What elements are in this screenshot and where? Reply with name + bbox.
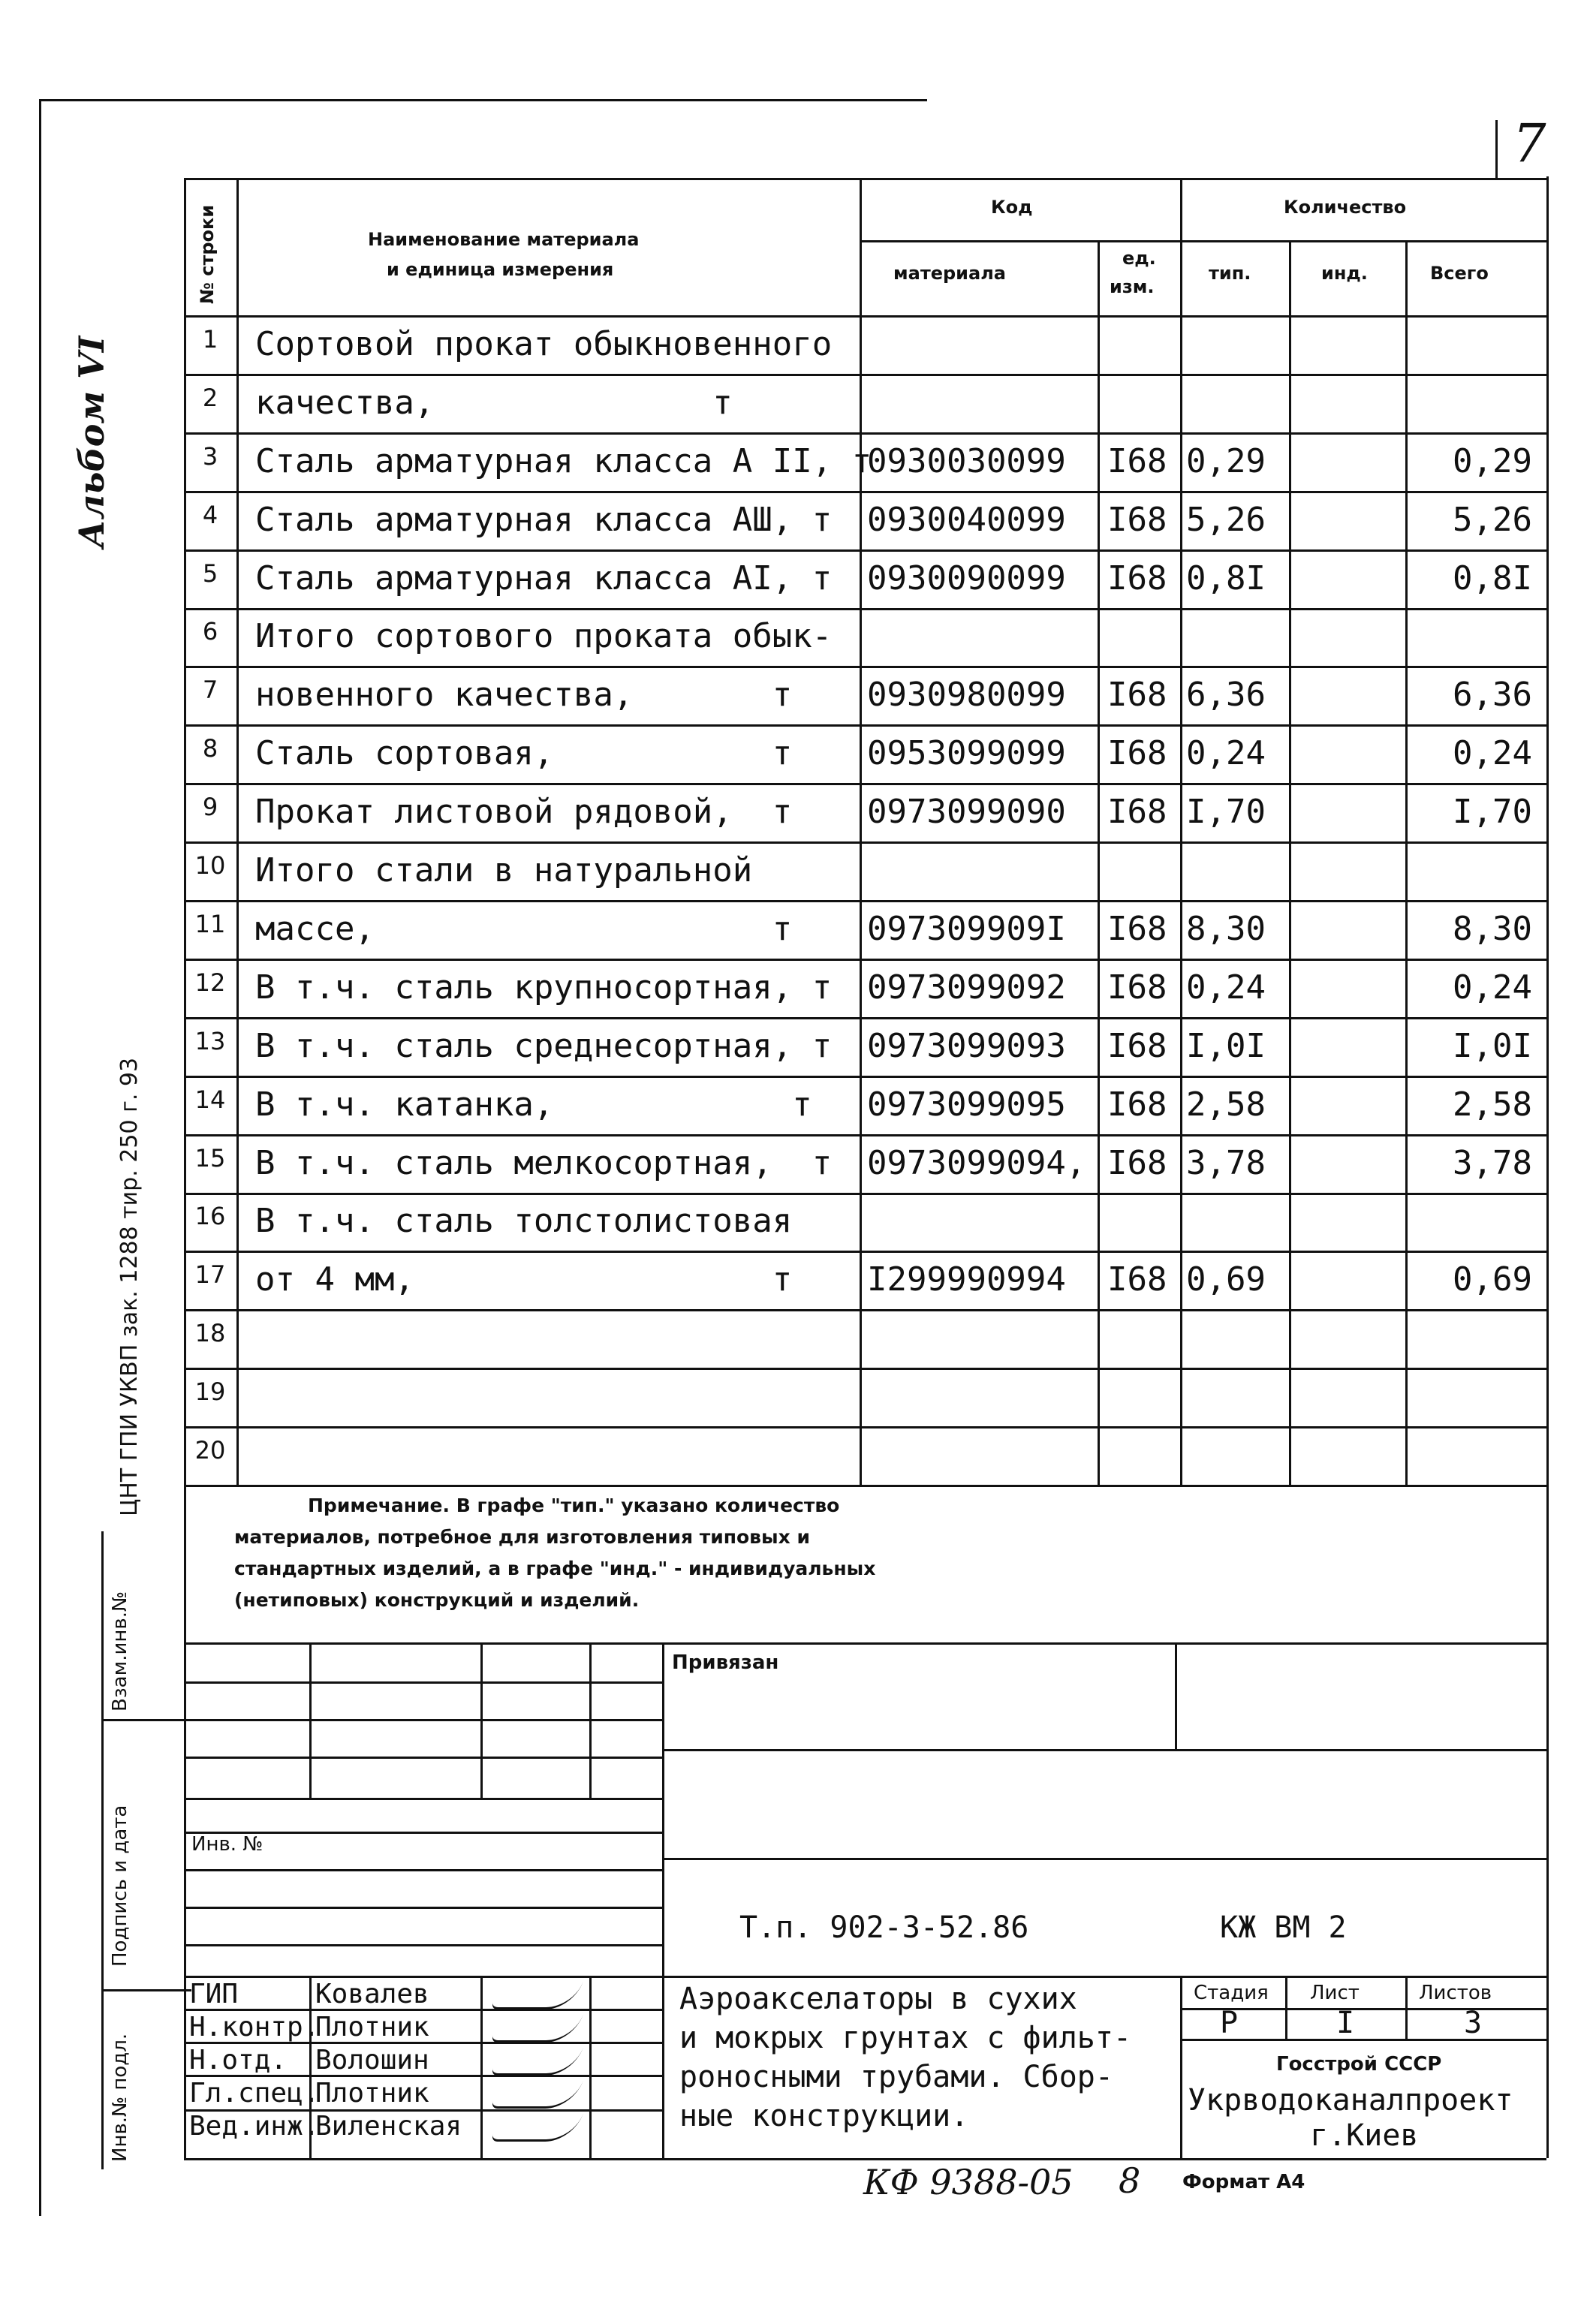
qty-total: 5,26	[1453, 501, 1532, 539]
material-name: В т.ч. катанка, т	[255, 1085, 812, 1124]
material-name: Сортовой прокат обыкновенного	[255, 325, 833, 363]
unit-code: I68	[1107, 793, 1167, 831]
footer-format: Формат А4	[1182, 2171, 1305, 2193]
row-number: 14	[194, 1085, 226, 1114]
signer-name: Плотник	[315, 2078, 429, 2109]
unit-code: I68	[1107, 676, 1167, 714]
registry-label: ЦНТ ГПИ УКВП зак. 1288 тир. 250 г. 93	[116, 1057, 143, 1516]
row-line	[184, 841, 1546, 844]
signer-name: Плотник	[315, 2012, 429, 2043]
header-material: материала	[893, 263, 1006, 284]
unit-code: I68	[1107, 1085, 1167, 1124]
top-frame-line	[41, 99, 927, 101]
material-name: Сталь арматурная класса АI, т	[255, 559, 833, 598]
sheet-code: КЖ ВМ 2	[1220, 1910, 1347, 1945]
signer-name: Ковалев	[315, 1979, 429, 2009]
header-row-no: № строки	[197, 204, 218, 304]
col-total-line	[1405, 240, 1408, 1485]
header-ind: инд.	[1321, 263, 1368, 284]
material-code: 0930090099	[867, 559, 1066, 598]
row-number: 17	[194, 1260, 226, 1289]
material-code: I299990994	[867, 1260, 1066, 1299]
header-code: Код	[991, 197, 1033, 218]
qty-total: 0,8I	[1453, 559, 1532, 598]
unit-code: I68	[1107, 1144, 1167, 1182]
doc-code: Т.п. 902-3-52.86	[739, 1910, 1029, 1945]
row-number: 1	[202, 325, 218, 354]
header-quantity: Количество	[1284, 197, 1407, 218]
stage-col-1	[1285, 1976, 1287, 2039]
title-line-2: и мокрых грунтах с фильт-	[679, 2021, 1132, 2055]
page-number-tick	[1495, 120, 1498, 180]
material-code: 0973099094,	[867, 1144, 1086, 1182]
row-number: 13	[194, 1027, 226, 1055]
material-name: Сталь арматурная класса АШ, т	[255, 501, 833, 539]
row-line	[184, 1368, 1546, 1370]
row-number: 20	[194, 1436, 226, 1465]
qty-typ: 0,29	[1186, 442, 1266, 480]
signer-role: Вед.инж.	[189, 2111, 320, 2142]
row-number: 2	[202, 384, 218, 412]
row-line	[184, 1017, 1546, 1019]
qty-typ: I,70	[1186, 793, 1266, 831]
row-line	[184, 724, 1546, 727]
stamp-top-line	[184, 1642, 1546, 1645]
material-name: Сталь сортовая, т	[255, 734, 793, 772]
material-name: массе, т	[255, 910, 793, 948]
footer-kf-code: КФ 9388-05	[863, 2162, 1074, 2202]
qty-total: 0,24	[1453, 734, 1532, 772]
stamp-col-4	[662, 1642, 664, 2158]
qty-typ: 0,69	[1186, 1260, 1266, 1299]
podpis-data-label: Подпись и дата	[109, 1805, 131, 1967]
header-unit-2: изм.	[1110, 276, 1155, 297]
col-ind-line	[1289, 240, 1291, 1485]
row-line	[184, 491, 1546, 493]
stage-col-2	[1405, 1976, 1408, 2039]
qty-total: 8,30	[1453, 910, 1532, 948]
row-number: 10	[194, 851, 226, 880]
note-line-4: (нетиповых) конструкций и изделий.	[234, 1589, 640, 1611]
unit-code: I68	[1107, 1027, 1167, 1065]
stamp-col-1	[309, 1642, 312, 1800]
sheet-label: Лист	[1310, 1982, 1360, 2004]
material-name: Итого стали в натуральной	[255, 851, 753, 890]
stamp-grid-h4	[184, 1798, 662, 1800]
stamp-col-2	[480, 1642, 483, 1800]
row-line	[184, 374, 1546, 376]
header-sub-line	[860, 240, 1546, 242]
stamp-col-3	[589, 1642, 592, 1800]
qty-typ: 2,58	[1186, 1085, 1266, 1124]
header-total: Всего	[1430, 263, 1489, 284]
qty-total: 3,78	[1453, 1144, 1532, 1182]
title-line-1: Аэроакселаторы в сухих	[679, 1982, 1077, 2016]
row-number: 19	[194, 1377, 226, 1406]
stage-label: Стадия	[1194, 1982, 1269, 2004]
note-line-3: стандартных изделий, а в графе "инд." - индивидуальных	[234, 1558, 876, 1579]
unit-code: I68	[1107, 442, 1167, 480]
row-number: 18	[194, 1319, 226, 1347]
header-typ: тип.	[1209, 263, 1251, 284]
material-name: Итого сортового проката обык-	[255, 617, 833, 655]
title-line-4: ные конструкции.	[679, 2099, 969, 2133]
people-col-3	[589, 1976, 592, 2158]
signer-role: Гл.спец.	[189, 2078, 320, 2109]
qty-total: 0,69	[1453, 1260, 1532, 1299]
note-line-1: Примечание. В графе "тип." указано количество	[308, 1495, 840, 1516]
row-line	[184, 549, 1546, 552]
stamp-left-line	[184, 1485, 186, 2160]
unit-code: I68	[1107, 734, 1167, 772]
stamp-bottom-line	[184, 2158, 1546, 2160]
row-line	[184, 608, 1546, 610]
material-code: 0953099099	[867, 734, 1066, 772]
org-line-2: Укрводоканалпроект	[1188, 2083, 1513, 2118]
signer-role: Н.контр.	[189, 2012, 320, 2043]
people-col-2	[480, 1976, 483, 2158]
side-divider-2	[101, 1989, 191, 1991]
signature-scribble	[490, 1982, 583, 2009]
material-code: 0930980099	[867, 676, 1066, 714]
header-unit-1: ед.	[1122, 248, 1156, 269]
row-line	[184, 1193, 1546, 1195]
material-name: качества, т	[255, 384, 733, 422]
qty-total: I,0I	[1453, 1027, 1532, 1065]
row-line	[184, 783, 1546, 785]
qty-typ: 3,78	[1186, 1144, 1266, 1182]
material-name: Прокат листовой рядовой, т	[255, 793, 793, 831]
qty-total: I,70	[1453, 793, 1532, 831]
signature-scribble	[490, 2081, 583, 2109]
material-code: 097309909I	[867, 910, 1066, 948]
table-top-line	[184, 178, 1546, 180]
row-number: 15	[194, 1144, 226, 1173]
material-name: В т.ч. сталь крупносортная, т	[255, 968, 833, 1007]
signature-scribble	[490, 2015, 583, 2043]
side-strip-line	[101, 1531, 104, 2169]
note-line-2: материалов, потребное для изготовления типовых и	[234, 1526, 810, 1548]
signer-name: Виленская	[315, 2111, 462, 2142]
row-line	[184, 1134, 1546, 1136]
material-code: 0973099092	[867, 968, 1066, 1007]
unit-code: I68	[1107, 1260, 1167, 1299]
qty-total: 2,58	[1453, 1085, 1532, 1124]
right-frame-line	[1546, 176, 1549, 2158]
sheets-label: Листов	[1419, 1982, 1492, 2004]
org-line-1: Госстрой СССР	[1276, 2053, 1442, 2076]
material-code: 0973099093	[867, 1027, 1066, 1065]
stamp-grid-h8	[184, 1944, 662, 1946]
material-code: 0930040099	[867, 501, 1066, 539]
qty-typ: I,0I	[1186, 1027, 1266, 1065]
stamp-privyazan-right	[1175, 1642, 1177, 1749]
qty-total: 0,24	[1453, 968, 1532, 1007]
signer-role: Н.отд.	[189, 2045, 288, 2076]
qty-typ: 0,24	[1186, 968, 1266, 1007]
qty-typ: 5,26	[1186, 501, 1266, 539]
unit-code: I68	[1107, 968, 1167, 1007]
stage-value: Р	[1220, 2006, 1239, 2040]
privyazan-label: Привязан	[672, 1651, 779, 1674]
signer-role: ГИП	[189, 1979, 239, 2009]
header-name-line1: Наименование материала	[368, 229, 640, 250]
qty-typ: 0,24	[1186, 734, 1266, 772]
inv-no-label: Инв. №	[191, 1833, 263, 1856]
row-line	[184, 666, 1546, 668]
stamp-grid-h7	[184, 1907, 662, 1909]
material-name: от 4 мм, т	[255, 1260, 793, 1299]
page-number: 7	[1513, 113, 1546, 174]
org-line-3: г.Киев	[1310, 2118, 1419, 2153]
row-number: 7	[202, 676, 218, 704]
footer-number: 8	[1119, 2160, 1141, 2201]
stamp-grid-h2	[184, 1719, 662, 1721]
qty-typ: 0,8I	[1186, 559, 1266, 598]
unit-code: I68	[1107, 559, 1167, 598]
title-line-3: роносными трубами. Сбор-	[679, 2060, 1113, 2094]
row-line	[184, 1076, 1546, 1078]
row-line	[184, 1309, 1546, 1311]
row-number: 6	[202, 617, 218, 646]
unit-code: I68	[1107, 501, 1167, 539]
col-unit-line	[1098, 240, 1100, 1485]
signer-name: Волошин	[315, 2045, 429, 2076]
material-name: В т.ч. сталь мелкосортная, т	[255, 1144, 833, 1182]
album-label: Альбом VI	[71, 336, 112, 548]
row-number: 12	[194, 968, 226, 997]
material-name: В т.ч. сталь толстолистовая	[255, 1202, 793, 1240]
sheets-value: 3	[1464, 2006, 1483, 2040]
row-line	[184, 959, 1546, 961]
row-line	[184, 432, 1546, 435]
stamp-privyazan-line	[662, 1749, 1546, 1751]
qty-typ: 6,36	[1186, 676, 1266, 714]
side-divider-1	[101, 1719, 191, 1721]
material-name: Сталь арматурная класса А II, т	[255, 442, 872, 480]
stamp-grid-h6	[184, 1869, 662, 1871]
row-line	[184, 900, 1546, 902]
material-code: 0973099095	[867, 1085, 1066, 1124]
row-number: 9	[202, 793, 218, 821]
signature-scribble	[490, 2048, 583, 2076]
qty-total: 6,36	[1453, 676, 1532, 714]
row-number: 11	[194, 910, 226, 938]
row-number: 16	[194, 1202, 226, 1230]
row-number: 8	[202, 734, 218, 763]
signature-scribble	[490, 2114, 583, 2142]
row-number: 4	[202, 501, 218, 529]
row-number: 5	[202, 559, 218, 588]
material-name: новенного качества, т	[255, 676, 793, 714]
material-name: В т.ч. сталь среднесортная, т	[255, 1027, 833, 1065]
material-code: 0930030099	[867, 442, 1066, 480]
row-line	[184, 1426, 1546, 1428]
stamp-grid-h3	[184, 1757, 662, 1759]
inv-podl-label: Инв.№ подл.	[109, 2033, 131, 2162]
sheet-value: I	[1336, 2006, 1355, 2040]
header-name-line2: и единица измерения	[387, 259, 614, 280]
header-bottom-line	[184, 315, 1546, 318]
unit-code: I68	[1107, 910, 1167, 948]
stamp-title-line	[662, 1976, 1546, 1978]
qty-total: 0,29	[1453, 442, 1532, 480]
title-right-col	[1180, 1976, 1182, 2158]
row-line	[184, 1251, 1546, 1253]
row-number: 3	[202, 442, 218, 471]
table-bottom-line	[184, 1485, 1546, 1487]
stamp-docode-line	[662, 1858, 1546, 1860]
vzam-inv-label: Взам.инв.№	[109, 1591, 131, 1711]
qty-typ: 8,30	[1186, 910, 1266, 948]
material-code: 0973099090	[867, 793, 1066, 831]
left-frame-line	[39, 99, 41, 2216]
stamp-grid-h1	[184, 1681, 662, 1684]
